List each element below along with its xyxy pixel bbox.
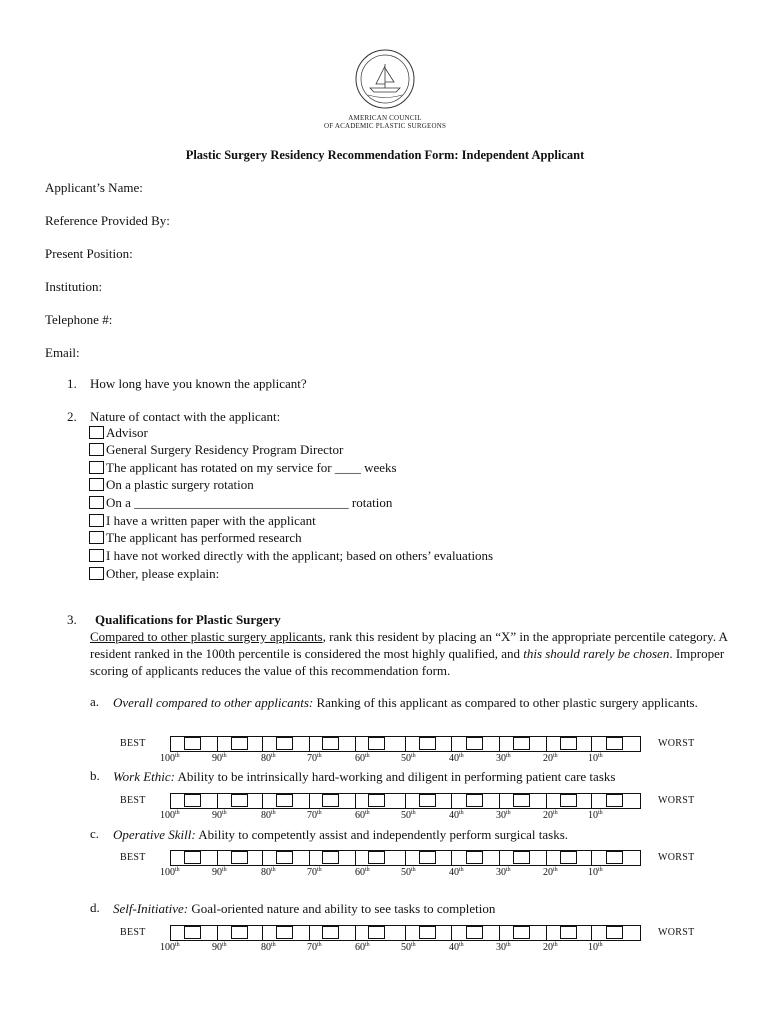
option-label: General Surgery Residency Program Director <box>106 441 344 457</box>
percentile-80-label: 80th <box>261 942 276 953</box>
percentile-10-checkbox[interactable] <box>606 794 623 807</box>
scale-best-label: BEST <box>120 852 146 863</box>
org-name-line2: OF ACADEMIC PLASTIC SURGEONS <box>323 122 447 130</box>
percentile-40-label: 40th <box>449 753 464 764</box>
checkbox[interactable] <box>89 496 104 509</box>
percentile-20-checkbox[interactable] <box>560 926 577 939</box>
option-label: I have a written paper with the applicant <box>106 512 316 528</box>
percentile-40-label: 40th <box>449 810 464 821</box>
percentile-30-label: 30th <box>496 753 511 764</box>
percentile-20-label: 20th <box>543 753 558 764</box>
percentile-50-label: 50th <box>401 867 416 878</box>
contact-option-research[interactable] <box>89 530 302 545</box>
scale-tick <box>499 925 500 941</box>
percentile-20-checkbox[interactable] <box>560 851 577 864</box>
scale-tick <box>591 850 592 866</box>
checkbox[interactable] <box>89 461 104 474</box>
percentile-20-label: 20th <box>543 942 558 953</box>
percentile-70-label: 70th <box>307 942 322 953</box>
contact-option-other[interactable] <box>89 566 219 581</box>
q3-instructions-italic: this should rarely be chosen <box>523 646 670 661</box>
checkbox[interactable] <box>89 443 104 456</box>
scale-tick <box>355 793 356 809</box>
percentile-100-checkbox[interactable] <box>184 851 201 864</box>
scale-tick <box>591 925 592 941</box>
sub-b-desc: Ability to be intrinsically hard-working and diligent in performing patient care tasks <box>174 769 616 784</box>
percentile-20-label: 20th <box>543 867 558 878</box>
q3-heading: Qualifications for Plastic Surgery <box>95 612 281 627</box>
contact-option-plastic-rotation[interactable] <box>89 477 254 492</box>
percentile-70-checkbox[interactable] <box>322 737 339 750</box>
scale-tick <box>262 850 263 866</box>
scale-tick <box>451 793 452 809</box>
sub-c-desc: Ability to competently assist and independently perform surgical tasks. <box>195 827 569 842</box>
percentile-50-checkbox[interactable] <box>419 851 436 864</box>
percentile-70-checkbox[interactable] <box>322 926 339 939</box>
contact-option-advisor[interactable] <box>89 425 148 440</box>
scale-tick <box>405 850 406 866</box>
percentile-80-checkbox[interactable] <box>276 851 293 864</box>
rating-scale-operative-skill <box>0 850 770 884</box>
percentile-60-label: 60th <box>355 753 370 764</box>
percentile-80-label: 80th <box>261 810 276 821</box>
percentile-100-label: 100th <box>160 942 180 953</box>
sub-b-text <box>113 768 713 785</box>
scale-tick <box>640 793 641 809</box>
scale-tick <box>405 736 406 752</box>
percentile-80-checkbox[interactable] <box>276 737 293 750</box>
field-email[interactable]: Email: <box>45 345 80 360</box>
sub-c-label: Operative Skill: <box>113 827 196 842</box>
scale-best-label: BEST <box>120 738 146 749</box>
scale-worst-label: WORST <box>658 795 695 806</box>
percentile-60-checkbox[interactable] <box>368 926 385 939</box>
percentile-40-checkbox[interactable] <box>466 851 483 864</box>
sub-a-label: Overall compared to other applicants: <box>113 695 314 710</box>
percentile-60-checkbox[interactable] <box>368 794 385 807</box>
percentile-30-label: 30th <box>496 810 511 821</box>
scale-tick <box>170 736 171 752</box>
percentile-70-label: 70th <box>307 753 322 764</box>
q3-number: 3. <box>67 612 77 627</box>
scale-tick <box>640 850 641 866</box>
option-label: On a plastic surgery rotation <box>106 476 254 492</box>
rating-scale-work-ethic <box>0 793 770 827</box>
scale-tick <box>309 850 310 866</box>
scale-tick <box>640 736 641 752</box>
scale-best-label: BEST <box>120 927 146 938</box>
percentile-60-label: 60th <box>355 867 370 878</box>
percentile-90-checkbox[interactable] <box>231 851 248 864</box>
scale-tick <box>405 793 406 809</box>
percentile-90-checkbox[interactable] <box>231 794 248 807</box>
scale-tick <box>591 793 592 809</box>
percentile-70-checkbox[interactable] <box>322 794 339 807</box>
scale-best-label: BEST <box>120 795 146 806</box>
scale-worst-label: WORST <box>658 852 695 863</box>
scale-tick <box>405 925 406 941</box>
percentile-50-checkbox[interactable] <box>419 794 436 807</box>
percentile-70-label: 70th <box>307 867 322 878</box>
percentile-100-label: 100th <box>160 753 180 764</box>
scale-tick <box>217 925 218 941</box>
percentile-50-checkbox[interactable] <box>419 737 436 750</box>
option-label: I have not worked directly with the applicant; based on others’ evaluations <box>106 547 494 563</box>
percentile-60-label: 60th <box>355 942 370 953</box>
percentile-50-label: 50th <box>401 810 416 821</box>
percentile-10-label: 10th <box>588 942 603 953</box>
checkbox[interactable] <box>89 426 104 439</box>
q3-instructions <box>90 628 730 679</box>
q3-instructions-end: . Improper scoring of applicants reduces the value of this recommendation form. <box>90 646 725 678</box>
council-seal-logo <box>354 48 416 110</box>
scale-tick <box>170 850 171 866</box>
percentile-30-checkbox[interactable] <box>513 794 530 807</box>
scale-tick <box>262 925 263 941</box>
checkbox[interactable] <box>89 478 104 491</box>
form-title: Plastic Surgery Residency Recommendation Form: Independent Applicant <box>185 148 585 162</box>
percentile-60-checkbox[interactable] <box>368 851 385 864</box>
percentile-30-label: 30th <box>496 942 511 953</box>
sub-d-label: Self-Initiative: <box>113 901 189 916</box>
percentile-10-label: 10th <box>588 810 603 821</box>
sub-a-desc: Ranking of this applicant as compared to other plastic surgery applicants. <box>313 695 698 710</box>
sub-d-desc: Goal-oriented nature and ability to see tasks to completion <box>188 901 496 916</box>
checkbox[interactable] <box>89 549 104 562</box>
scale-tick <box>451 925 452 941</box>
scale-tick <box>451 850 452 866</box>
option-label: The applicant has performed research <box>106 529 302 545</box>
scale-worst-label: WORST <box>658 738 695 749</box>
scale-tick <box>546 850 547 866</box>
percentile-20-label: 20th <box>543 810 558 821</box>
percentile-90-label: 90th <box>212 753 227 764</box>
sub-a-letter: a. <box>90 694 100 709</box>
scale-tick <box>546 736 547 752</box>
percentile-30-checkbox[interactable] <box>513 926 530 939</box>
sub-c-text <box>113 826 713 843</box>
q2-number: 2. <box>67 409 77 424</box>
percentile-10-checkbox[interactable] <box>606 926 623 939</box>
percentile-70-checkbox[interactable] <box>322 851 339 864</box>
percentile-30-checkbox[interactable] <box>513 737 530 750</box>
scale-tick <box>499 793 500 809</box>
field-institution[interactable]: Institution: <box>45 279 103 294</box>
sub-a-text <box>113 694 713 711</box>
option-label: Other, please explain: <box>106 565 220 581</box>
field-applicant-name[interactable]: Applicant’s Name: <box>45 180 143 195</box>
percentile-70-label: 70th <box>307 810 322 821</box>
scale-tick <box>170 925 171 941</box>
scale-tick <box>309 925 310 941</box>
field-telephone[interactable]: Telephone #: <box>45 312 113 327</box>
percentile-100-label: 100th <box>160 867 180 878</box>
q3-instructions-text: , rank this resident by placing an “X” in the appropriate percentile category. A resident ranked in the 100th percentile is considered the most highly qualified, and <box>90 629 728 661</box>
org-name-line1: AMERICAN COUNCIL <box>348 114 422 122</box>
percentile-40-checkbox[interactable] <box>466 737 483 750</box>
percentile-100-checkbox[interactable] <box>184 926 201 939</box>
percentile-40-label: 40th <box>449 942 464 953</box>
percentile-50-label: 50th <box>401 942 416 953</box>
percentile-90-checkbox[interactable] <box>231 737 248 750</box>
checkbox[interactable] <box>89 567 104 580</box>
percentile-40-checkbox[interactable] <box>466 926 483 939</box>
sub-d-letter: d. <box>90 900 100 915</box>
contact-option-other-rotation[interactable] <box>89 495 392 510</box>
q1-number: 1. <box>67 376 77 391</box>
percentile-50-label: 50th <box>401 753 416 764</box>
field-present-position[interactable]: Present Position: <box>45 246 133 261</box>
percentile-80-checkbox[interactable] <box>276 794 293 807</box>
rating-scale-overall <box>0 736 770 770</box>
q3-instructions-underlined: Compared to other plastic surgery applicants <box>90 629 323 644</box>
scale-tick <box>217 850 218 866</box>
percentile-90-label: 90th <box>212 942 227 953</box>
rating-scale-self-initiative <box>0 925 770 959</box>
contact-option-not-worked-directly[interactable] <box>89 548 493 563</box>
q1-text[interactable]: How long have you known the applicant? <box>90 376 307 391</box>
percentile-90-checkbox[interactable] <box>231 926 248 939</box>
percentile-80-label: 80th <box>261 867 276 878</box>
scale-worst-label: WORST <box>658 927 695 938</box>
percentile-20-checkbox[interactable] <box>560 794 577 807</box>
percentile-20-checkbox[interactable] <box>560 737 577 750</box>
percentile-100-label: 100th <box>160 810 180 821</box>
q2-text: Nature of contact with the applicant: <box>90 409 281 424</box>
percentile-40-checkbox[interactable] <box>466 794 483 807</box>
option-label: Advisor <box>106 424 148 440</box>
percentile-30-label: 30th <box>496 867 511 878</box>
percentile-10-checkbox[interactable] <box>606 851 623 864</box>
option-label: On a _________________________________ rotation <box>106 494 393 510</box>
scale-tick <box>591 736 592 752</box>
scale-tick <box>355 850 356 866</box>
scale-tick <box>170 793 171 809</box>
scale-tick <box>640 925 641 941</box>
scale-tick <box>355 925 356 941</box>
contact-option-written-paper[interactable] <box>89 513 316 528</box>
scale-tick <box>309 793 310 809</box>
option-label: The applicant has rotated on my service for ____ weeks <box>106 459 397 475</box>
field-reference-provided-by[interactable]: Reference Provided By: <box>45 213 170 228</box>
checkbox[interactable] <box>89 531 104 544</box>
contact-option-rotated-service[interactable] <box>89 460 397 475</box>
percentile-80-label: 80th <box>261 753 276 764</box>
percentile-60-checkbox[interactable] <box>368 737 385 750</box>
scale-tick <box>355 736 356 752</box>
percentile-10-checkbox[interactable] <box>606 737 623 750</box>
percentile-80-checkbox[interactable] <box>276 926 293 939</box>
contact-option-gs-director[interactable] <box>89 442 343 457</box>
scale-tick <box>546 925 547 941</box>
scale-tick <box>451 736 452 752</box>
scale-tick <box>262 793 263 809</box>
percentile-60-label: 60th <box>355 810 370 821</box>
percentile-50-checkbox[interactable] <box>419 926 436 939</box>
sub-d-text <box>113 900 713 917</box>
scale-tick <box>546 793 547 809</box>
scale-tick <box>262 736 263 752</box>
sub-b-label: Work Ethic: <box>113 769 175 784</box>
scale-tick <box>309 736 310 752</box>
percentile-100-checkbox[interactable] <box>184 794 201 807</box>
percentile-10-label: 10th <box>588 753 603 764</box>
scale-tick <box>499 736 500 752</box>
percentile-30-checkbox[interactable] <box>513 851 530 864</box>
sub-b-letter: b. <box>90 768 100 783</box>
checkbox[interactable] <box>89 514 104 527</box>
percentile-100-checkbox[interactable] <box>184 737 201 750</box>
percentile-90-label: 90th <box>212 867 227 878</box>
scale-tick <box>217 736 218 752</box>
percentile-90-label: 90th <box>212 810 227 821</box>
sub-c-letter: c. <box>90 826 100 841</box>
scale-tick <box>217 793 218 809</box>
percentile-40-label: 40th <box>449 867 464 878</box>
scale-tick <box>499 850 500 866</box>
percentile-10-label: 10th <box>588 867 603 878</box>
